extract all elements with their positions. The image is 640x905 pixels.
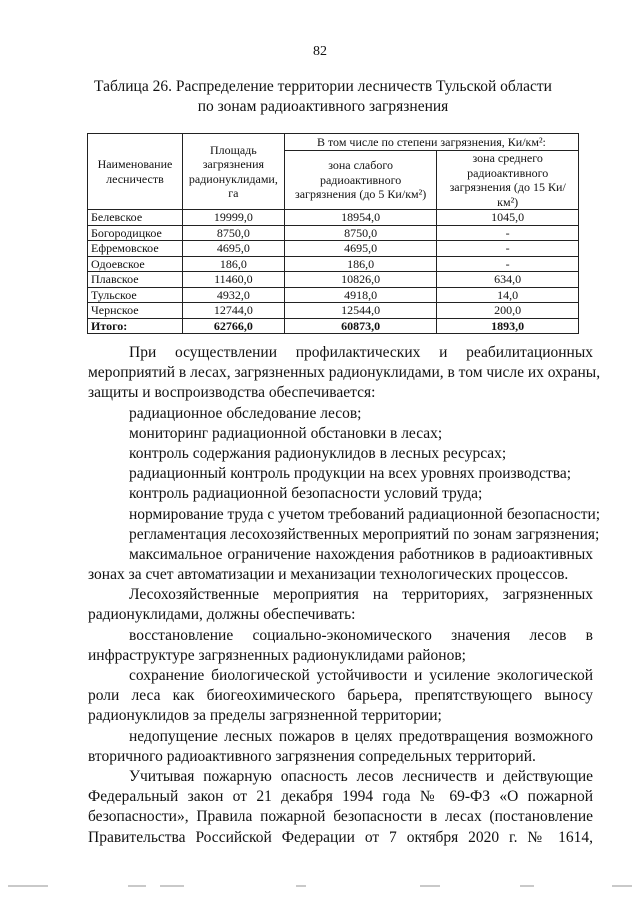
scan-artifact bbox=[0, 885, 640, 889]
table-row bbox=[88, 210, 579, 226]
table-row bbox=[88, 272, 579, 288]
table-cell-medium: 634,0 bbox=[437, 272, 579, 288]
table-cell-medium: - bbox=[437, 256, 579, 272]
header-forestry-name: Наименование лесничеств bbox=[88, 134, 183, 210]
text-line: Федеральный закон от 21 декабря 1994 года № 69-ФЗ «О пожарной bbox=[88, 788, 593, 806]
table-cell-area: 8750,0 bbox=[182, 225, 284, 241]
text-line: безопасности», Правила пожарной безопасности в лесах (постановление bbox=[88, 808, 593, 826]
list-item: максимальное ограничение нахождения работников в радиоактивных bbox=[129, 545, 593, 563]
table-cell-area: 4695,0 bbox=[182, 241, 284, 257]
table-row bbox=[88, 256, 579, 272]
list-item: мониторинг радиационной обстановки в лесах; bbox=[129, 424, 443, 442]
body-text bbox=[88, 343, 601, 848]
table-row bbox=[88, 241, 579, 257]
table-cell-weak: 60873,0 bbox=[284, 318, 437, 334]
list-item: радиационное обследование лесов; bbox=[129, 404, 362, 422]
text-line: При осуществлении профилактических и реабилитационных bbox=[129, 344, 593, 361]
table-cell-medium: - bbox=[437, 225, 579, 241]
table-cell-medium: 1893,0 bbox=[437, 318, 579, 334]
header-medium-zone: зона среднего радиоактивного загрязнения (до 15 Ки/км²) bbox=[437, 151, 579, 210]
text-line: Учитывая пожарную опасность лесов лесничеств и действующие bbox=[129, 767, 593, 785]
list-item: радиационный контроль продукции на всех уровнях производства; bbox=[129, 465, 572, 483]
table-cell-name: Белевское bbox=[88, 210, 183, 226]
list-item: контроль содержания радионуклидов в лесных ресурсах; bbox=[129, 444, 507, 462]
table-cell-medium: 1045,0 bbox=[437, 210, 579, 226]
table-cell-name: Итого: bbox=[88, 318, 183, 334]
header-weak-zone: зона слабого радиоактивного загрязнения (до 5 Ки/км²) bbox=[284, 151, 437, 210]
table-cell-area: 19999,0 bbox=[182, 210, 284, 226]
table-title bbox=[88, 77, 558, 117]
table-cell-weak: 186,0 bbox=[284, 256, 437, 272]
table-cell-name: Богородицкое bbox=[88, 225, 183, 241]
table-cell-name: Тульское bbox=[88, 287, 183, 303]
text-line: радионуклидов за пределы загрязненной территории; bbox=[88, 707, 442, 725]
table-cell-weak: 8750,0 bbox=[284, 225, 437, 241]
table-cell-area: 186,0 bbox=[182, 256, 284, 272]
table-cell-area: 4932,0 bbox=[182, 287, 284, 303]
text-line: вторичного радиоактивного загрязнения сопредельных территорий. bbox=[88, 747, 536, 765]
table-row bbox=[88, 225, 579, 241]
page-number: 82 bbox=[313, 44, 327, 59]
header-area: Площадь загрязнения радионуклидами, га bbox=[182, 134, 284, 210]
table-title-line-1: Таблица 26. Распределение территории лесничеств Тульской области bbox=[94, 78, 552, 95]
table-row bbox=[88, 303, 579, 319]
table-cell-area: 11460,0 bbox=[182, 272, 284, 288]
text-line: радионуклидами, должны обеспечивать: bbox=[88, 606, 356, 624]
table-cell-medium: 14,0 bbox=[437, 287, 579, 303]
list-item: регламентация лесохозяйственных мероприятий по зонам загрязнения; bbox=[129, 525, 600, 543]
table-cell-weak: 4695,0 bbox=[284, 241, 437, 257]
text-line: мероприятий в лесах, загрязненных радионуклидами, в том числе их охраны, bbox=[88, 364, 601, 382]
table-cell-weak: 4918,0 bbox=[284, 287, 437, 303]
header-contamination-group: В том числе по степени загрязнения, Ки/км²: bbox=[284, 134, 578, 151]
list-item: сохранение биологической устойчивости и усиление экологической bbox=[129, 667, 593, 684]
list-item: контроль радиационной безопасности условий труда; bbox=[129, 485, 483, 503]
table-cell-name: Одоевское bbox=[88, 256, 183, 272]
table-title-line-2: по зонам радиоактивного загрязнения bbox=[197, 98, 449, 115]
list-item: нормирование труда с учетом требований радиационной безопасности; bbox=[129, 505, 601, 523]
table-row bbox=[88, 287, 579, 303]
table-cell-medium: - bbox=[437, 241, 579, 257]
table-cell-weak: 12544,0 bbox=[284, 303, 437, 319]
table-total-row bbox=[88, 318, 579, 334]
list-item: недопущение лесных пожаров в целях предотвращения возможного bbox=[129, 727, 593, 745]
table-cell-medium: 200,0 bbox=[437, 303, 579, 319]
text-line: роли леса как биогеохимического барьера, препятствующего выносу bbox=[88, 687, 593, 705]
table-cell-weak: 10826,0 bbox=[284, 272, 437, 288]
text-line: Правительства Российской Федерации от 7 октября 2020 г. № 1614, bbox=[88, 828, 593, 846]
text-line: зонах за счет автоматизации и механизации технологических процессов. bbox=[88, 566, 569, 584]
table-cell-name: Ефремовское bbox=[88, 241, 183, 257]
text-line: инфраструктуре загрязненных радионуклидами районов; bbox=[88, 646, 466, 664]
text-line: Лесохозяйственные мероприятия на территориях, загрязненных bbox=[129, 586, 593, 604]
text-line: защиты и воспроизводства обеспечивается: bbox=[88, 384, 376, 402]
list-item: восстановление социально-экономического значения лесов в bbox=[129, 626, 593, 644]
table-cell-name: Чернское bbox=[88, 303, 183, 319]
table-cell-weak: 18954,0 bbox=[284, 210, 437, 226]
table-cell-name: Плавское bbox=[88, 272, 183, 288]
table-cell-area: 12744,0 bbox=[182, 303, 284, 319]
table-cell-area: 62766,0 bbox=[182, 318, 284, 334]
contamination-table bbox=[87, 133, 579, 334]
